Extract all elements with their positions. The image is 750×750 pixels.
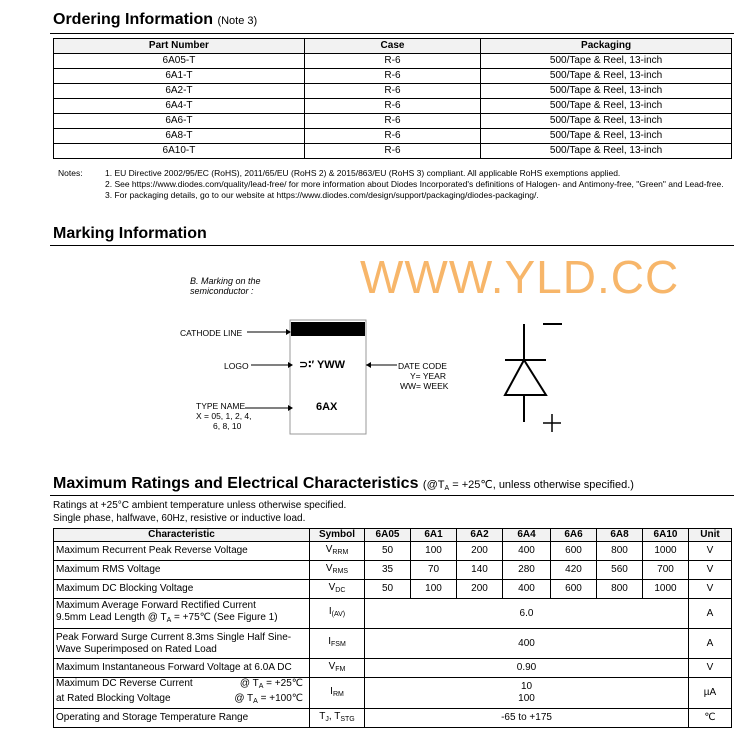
unit-cell: A bbox=[689, 629, 732, 659]
date-code-label: DATE CODE Y= YEAR WW= WEEK bbox=[398, 361, 449, 391]
value-cell: 800 bbox=[597, 580, 643, 599]
case-cell: R-6 bbox=[304, 54, 480, 69]
value-cell: 1000 bbox=[643, 542, 689, 561]
case-cell: R-6 bbox=[304, 114, 480, 129]
table-row bbox=[54, 144, 732, 159]
unit-cell: V bbox=[689, 561, 732, 580]
col-6a8: 6A8 bbox=[597, 529, 643, 542]
note-1: 1. EU Directive 2002/95/EC (RoHS), 2011/65/EU (RoHS 2) & 2015/863/EU (RoHS 3) compliant. All applicable RoHS exemptions applied. bbox=[105, 168, 621, 178]
packaging-cell: 500/Tape & Reel, 13-inch bbox=[481, 114, 732, 129]
marking-title: Marking Information bbox=[53, 225, 207, 242]
value-cell: 0.90 bbox=[365, 659, 689, 678]
unit-cell: V bbox=[689, 659, 732, 678]
value-cell: 50 bbox=[365, 542, 411, 561]
marking-diagram bbox=[0, 300, 750, 450]
table-header-row bbox=[54, 529, 732, 542]
value-cell: 100 bbox=[411, 580, 457, 599]
row-label: Maximum DC Reverse Current @ $T_A$ = +25℃ at Rated Blocking Voltage @ $T_A$ = +100℃ bbox=[54, 678, 310, 709]
case-cell: R-6 bbox=[304, 144, 480, 159]
table-row bbox=[54, 659, 732, 678]
notes-label: Notes: bbox=[58, 168, 83, 178]
part-number-cell: 6A8-T bbox=[54, 129, 305, 144]
logo-glyph: ⊃∶′ bbox=[299, 359, 315, 371]
unit-cell: A bbox=[689, 599, 732, 629]
packaging-cell: 500/Tape & Reel, 13-inch bbox=[481, 99, 732, 114]
table-row bbox=[54, 54, 732, 69]
col-characteristic: Characteristic bbox=[54, 529, 310, 542]
case-cell: R-6 bbox=[304, 84, 480, 99]
col-6a2: 6A2 bbox=[457, 529, 503, 542]
row-label: Maximum DC Blocking Voltage bbox=[54, 580, 310, 599]
part-number-cell: 6A1-T bbox=[54, 69, 305, 84]
value-cell: 6.0 bbox=[365, 599, 689, 629]
logo-label: LOGO bbox=[224, 361, 249, 371]
row-label: Operating and Storage Temperature Range bbox=[54, 709, 310, 728]
col-6a10: 6A10 bbox=[643, 529, 689, 542]
part-number-cell: 6A10-T bbox=[54, 144, 305, 159]
case-cell: R-6 bbox=[304, 69, 480, 84]
row-label: Maximum RMS Voltage bbox=[54, 561, 310, 580]
value-cell: 280 bbox=[503, 561, 551, 580]
row-label: Peak Forward Surge Current 8.3ms Single Half Sine- Wave Superimposed on Rated Load bbox=[54, 629, 310, 659]
row-label: Maximum Average Forward Rectified Current 9.5mm Lead Length @ $T_A$ = +75℃ (See Figure 1) bbox=[54, 599, 310, 629]
ratings-table bbox=[53, 528, 732, 728]
table-row bbox=[54, 599, 732, 629]
cathode-band bbox=[291, 322, 365, 336]
value-cell: 600 bbox=[551, 580, 597, 599]
symbol-cell: $V_{FM}$ bbox=[310, 659, 365, 678]
symbol-cell: $I_{RM}$ bbox=[310, 678, 365, 709]
package-marking-top bbox=[299, 358, 345, 372]
part-mark: 6AX bbox=[316, 401, 338, 413]
value-cell: 400 bbox=[503, 542, 551, 561]
packaging-cell: 500/Tape & Reel, 13-inch bbox=[481, 54, 732, 69]
ratings-title: Maximum Ratings and Electrical Characteristics ($@T_A$ = +25℃, unless otherwise specified.) bbox=[53, 475, 634, 492]
value-cell: 50 bbox=[365, 580, 411, 599]
col-symbol: Symbol bbox=[310, 529, 365, 542]
col-6a4: 6A4 bbox=[503, 529, 551, 542]
unit-cell: V bbox=[689, 580, 732, 599]
ordering-rule bbox=[50, 33, 734, 34]
table-row bbox=[54, 114, 732, 129]
value-cell: 35 bbox=[365, 561, 411, 580]
value-cell: 560 bbox=[597, 561, 643, 580]
table-header-row bbox=[54, 39, 732, 54]
col-packaging: Packaging bbox=[481, 39, 732, 54]
table-row bbox=[54, 542, 732, 561]
value-cell: 140 bbox=[457, 561, 503, 580]
col-6a1: 6A1 bbox=[411, 529, 457, 542]
note-2: 2. See https://www.diodes.com/quality/lead-free/ for more information about Diodes Incorporated's definitions of Halogen- and Antimony-free, "Green" and Lead-free. bbox=[105, 179, 724, 189]
part-number-cell: 6A6-T bbox=[54, 114, 305, 129]
value-cell: 200 bbox=[457, 580, 503, 599]
symbol-cell: $V_{RRM}$ bbox=[310, 542, 365, 561]
ratings-note-1: Ratings at +25°C ambient temperature unless otherwise specified. bbox=[53, 500, 347, 511]
ratings-rule bbox=[50, 495, 734, 496]
value-cell: 70 bbox=[411, 561, 457, 580]
col-6a05: 6A05 bbox=[365, 529, 411, 542]
col-6a6: 6A6 bbox=[551, 529, 597, 542]
value-cell: 10 100 bbox=[365, 678, 689, 709]
table-row bbox=[54, 678, 732, 709]
note-3: 3. For packaging details, go to our website at https://www.diodes.com/design/support/packaging/diodes-packaging/. bbox=[105, 190, 539, 200]
watermark: WWW.YLD.CC bbox=[360, 251, 680, 303]
packaging-cell: 500/Tape & Reel, 13-inch bbox=[481, 84, 732, 99]
table-row bbox=[54, 629, 732, 659]
col-part-number: Part Number bbox=[54, 39, 305, 54]
value-cell: 700 bbox=[643, 561, 689, 580]
table-row bbox=[54, 69, 732, 84]
value-cell: -65 to +175 bbox=[365, 709, 689, 728]
value-cell: 400 bbox=[503, 580, 551, 599]
symbol-cell: $T_J$, $T_{STG}$ bbox=[310, 709, 365, 728]
col-case: Case bbox=[304, 39, 480, 54]
table-row bbox=[54, 84, 732, 99]
part-number-cell: 6A05-T bbox=[54, 54, 305, 69]
table-row bbox=[54, 99, 732, 114]
yww-mark: YWW bbox=[316, 359, 346, 371]
value-cell: 100 bbox=[411, 542, 457, 561]
table-row bbox=[54, 129, 732, 144]
col-unit: Unit bbox=[689, 529, 732, 542]
symbol-cell: $I_{FSM}$ bbox=[310, 629, 365, 659]
unit-cell: ℃ bbox=[689, 709, 732, 728]
unit-cell: µA bbox=[689, 678, 732, 709]
value-cell: 600 bbox=[551, 542, 597, 561]
marking-rule bbox=[50, 245, 734, 246]
value-cell: 200 bbox=[457, 542, 503, 561]
value-cell: 400 bbox=[365, 629, 689, 659]
diode-triangle bbox=[505, 360, 546, 395]
table-row bbox=[54, 709, 732, 728]
case-cell: R-6 bbox=[304, 129, 480, 144]
part-number-cell: 6A4-T bbox=[54, 99, 305, 114]
marking-caption: B. Marking on the semiconductor : bbox=[190, 276, 261, 296]
case-cell: R-6 bbox=[304, 99, 480, 114]
row-label: Maximum Instantaneous Forward Voltage at 6.0A DC bbox=[54, 659, 310, 678]
value-cell: 1000 bbox=[643, 580, 689, 599]
unit-cell: V bbox=[689, 542, 732, 561]
part-number-cell: 6A2-T bbox=[54, 84, 305, 99]
table-row bbox=[54, 561, 732, 580]
cathode-line-label: CATHODE LINE bbox=[180, 328, 243, 338]
symbol-cell: $I_{(AV)}$ bbox=[310, 599, 365, 629]
package-body bbox=[290, 320, 366, 434]
symbol-cell: $V_{DC}$ bbox=[310, 580, 365, 599]
ordering-table bbox=[53, 38, 732, 159]
ratings-note-2: Single phase, halfwave, 60Hz, resistive or inductive load. bbox=[53, 513, 306, 524]
symbol-cell: $V_{RMS}$ bbox=[310, 561, 365, 580]
value-cell: 800 bbox=[597, 542, 643, 561]
ordering-title: Ordering Information (Note 3) bbox=[53, 11, 258, 28]
table-row bbox=[54, 580, 732, 599]
packaging-cell: 500/Tape & Reel, 13-inch bbox=[481, 129, 732, 144]
row-label: Maximum Recurrent Peak Reverse Voltage bbox=[54, 542, 310, 561]
packaging-cell: 500/Tape & Reel, 13-inch bbox=[481, 69, 732, 84]
value-cell: 420 bbox=[551, 561, 597, 580]
packaging-cell: 500/Tape & Reel, 13-inch bbox=[481, 144, 732, 159]
type-name-label: TYPE NAME X = 05, 1, 2, 4, 6, 8, 10 bbox=[196, 401, 252, 431]
